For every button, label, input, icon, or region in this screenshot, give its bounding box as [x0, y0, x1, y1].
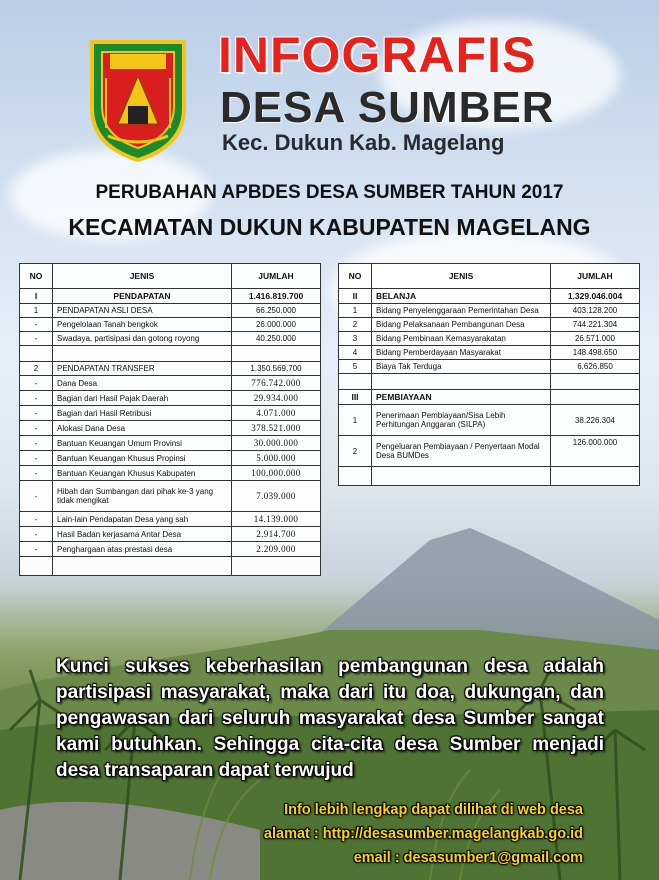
header-jumlah: JUMLAH: [232, 264, 321, 289]
section-row-pendapatan: [20, 289, 321, 304]
row-jumlah: 148.498.650: [551, 346, 640, 360]
row-jumlah: 66.250.000: [232, 304, 321, 318]
row-jenis: Hibah dan Sumbangan dari pihak ke-3 yang tidak mengikat: [53, 481, 232, 512]
row-jenis: Pengelolaan Tanah bengkok: [53, 318, 232, 332]
table-row: [20, 406, 321, 421]
row-no: III: [339, 390, 372, 405]
row-jenis: Bagian dari Hasil Pajak Daerah: [53, 391, 232, 406]
section-row-belanja: [339, 289, 640, 304]
table-row: [339, 405, 640, 436]
row-jumlah: 5.000.000: [232, 451, 321, 466]
subtitle-apbdes: PERUBAHAN APBDES DESA SUMBER TAHUN 2017: [95, 182, 564, 203]
header-jenis: JENIS: [53, 264, 232, 289]
row-jenis: Bantuan Keuangan Khusus Kabupaten: [53, 466, 232, 481]
row-jenis: PENDAPATAN ASLI DESA: [53, 304, 232, 318]
table-row: [339, 304, 640, 318]
row-jumlah: 4.071.000: [232, 406, 321, 421]
row-no: -: [20, 332, 53, 346]
row-no: -: [20, 436, 53, 451]
row-jumlah: 1.329.046.004: [551, 289, 640, 304]
emblem-banner: [110, 54, 166, 69]
row-no: -: [20, 391, 53, 406]
row-jenis: PENDAPATAN TRANSFER: [53, 362, 232, 376]
table-row: [20, 318, 321, 332]
table-row: [20, 376, 321, 391]
row-jenis: Bidang Penyelenggaraan Pemerintahan Desa: [372, 304, 551, 318]
header-jumlah: JUMLAH: [551, 264, 640, 289]
table-row: [20, 332, 321, 346]
row-jumlah: 6.626.850: [551, 360, 640, 374]
section-row-pembiayaan: [339, 390, 640, 405]
row-no: 3: [339, 332, 372, 346]
row-no: -: [20, 376, 53, 391]
row-jumlah: 1.416.819.700: [232, 289, 321, 304]
row-jenis: Swadaya, partisipasi dan gotong royong: [53, 332, 232, 346]
row-jenis: PEMBIAYAAN: [372, 390, 551, 405]
row-jumlah: 7.039.000: [232, 481, 321, 512]
row-jumlah: 100.000.000: [232, 466, 321, 481]
blank-row: [339, 467, 640, 486]
row-no: 1: [339, 405, 372, 436]
table-row: [20, 304, 321, 318]
row-jenis: Lain-lain Pendapatan Desa yang sah: [53, 512, 232, 527]
row-no: 2: [339, 436, 372, 467]
row-jenis: Penghargaan atas prestasi desa: [53, 542, 232, 557]
row-jenis: BELANJA: [372, 289, 551, 304]
table-row: [20, 481, 321, 512]
table-row: [20, 451, 321, 466]
pendapatan-table: [19, 263, 321, 576]
table-header-row: [339, 264, 640, 289]
row-jenis: Bantuan Keuangan Umum Provinsi: [53, 436, 232, 451]
info-web-text: Info lebih lengkap dapat dilihat di web desa: [284, 802, 583, 818]
table-row: [20, 527, 321, 542]
row-jumlah: 40.250.000: [232, 332, 321, 346]
blank-row: [20, 346, 321, 362]
row-no: -: [20, 466, 53, 481]
row-jumlah: 29.934.000: [232, 391, 321, 406]
row-jumlah: 744.221.304: [551, 318, 640, 332]
row-jenis: Bantuan Keuangan Khusus Propinsi: [53, 451, 232, 466]
row-jenis: Alokasi Dana Desa: [53, 421, 232, 436]
row-jenis: Dana Desa: [53, 376, 232, 391]
subtitle-kecamatan: KECAMATAN DUKUN KABUPATEN MAGELANG: [68, 214, 591, 240]
magelang-regency-emblem: [88, 38, 188, 162]
title-desa-sumber: DESA SUMBER: [220, 83, 555, 132]
row-jumlah: 26.571.000: [551, 332, 640, 346]
table-row: [20, 466, 321, 481]
table-row: [339, 436, 640, 467]
row-jenis: Hasil Badan kerjasama Antar Desa: [53, 527, 232, 542]
row-no: 1: [20, 304, 53, 318]
row-jenis: Pengeluaran Pembiayaan / Penyertaan Modal Desa BUMDes: [372, 436, 551, 467]
table-row: [20, 391, 321, 406]
row-jenis: Bagian dari Hasil Retribusi: [53, 406, 232, 421]
row-no: 4: [339, 346, 372, 360]
header-no: NO: [20, 264, 53, 289]
closing-message: Kunci sukses keberhasilan pembangunan desa adalah partisipasi masyarakat, maka dari itu doa, dukungan, dan pengawasan dari seluruh masyarakat desa Sumber sangat kami butuhkan. Sehingga cita-cita desa Sumber menjadi desa transaparan dapat terwujud: [56, 656, 604, 781]
row-no: 5: [339, 360, 372, 374]
row-jenis: Bidang Pelaksanaan Pembangunan Desa: [372, 318, 551, 332]
header-no: NO: [339, 264, 372, 289]
row-jumlah: [551, 390, 640, 405]
table-row: [339, 318, 640, 332]
table-row: [20, 436, 321, 451]
title-infografis: INFOGRAFIS: [218, 27, 537, 83]
row-jumlah: 2.209.000: [232, 542, 321, 557]
row-jumlah: 30.000.000: [232, 436, 321, 451]
row-no: 2: [20, 362, 53, 376]
table-row: [339, 332, 640, 346]
row-jenis: Penerimaan Pembiayaan/Sisa Lebih Perhitungan Anggaran (SILPA): [372, 405, 551, 436]
row-jumlah: 26.000.000: [232, 318, 321, 332]
row-no: -: [20, 406, 53, 421]
row-no: I: [20, 289, 53, 304]
website-address: alamat : http://desasumber.magelangkab.go.id: [263, 826, 583, 842]
row-no: -: [20, 542, 53, 557]
row-jumlah: 776.742.000: [232, 376, 321, 391]
row-no: -: [20, 451, 53, 466]
row-no: 1: [339, 304, 372, 318]
row-jumlah: 1.350.569.700: [232, 362, 321, 376]
row-jumlah: 2.914.700: [232, 527, 321, 542]
table-row: [339, 346, 640, 360]
row-jenis: Bidang Pembinaan Kemasyarakatan: [372, 332, 551, 346]
row-no: -: [20, 318, 53, 332]
table-row: [20, 421, 321, 436]
row-no: 2: [339, 318, 372, 332]
row-jenis: Bidang Pemberdayaan Masyarakat: [372, 346, 551, 360]
row-jenis: PENDAPATAN: [53, 289, 232, 304]
title-location: Kec. Dukun Kab. Magelang: [222, 130, 505, 155]
table-header-row: [20, 264, 321, 289]
row-no: -: [20, 481, 53, 512]
table-row: [339, 360, 640, 374]
blank-row: [339, 374, 640, 390]
row-jumlah: 378.521.000: [232, 421, 321, 436]
row-jenis: Biaya Tak Terduga: [372, 360, 551, 374]
row-no: -: [20, 512, 53, 527]
belanja-table: [338, 263, 640, 486]
row-jumlah: 38.226.304: [551, 405, 640, 436]
email-address: email : desasumber1@gmail.com: [353, 850, 583, 866]
row-no: II: [339, 289, 372, 304]
table-row: [20, 542, 321, 557]
table-row: [20, 362, 321, 376]
blank-row: [20, 557, 321, 576]
header-jenis: JENIS: [372, 264, 551, 289]
table-row: [20, 512, 321, 527]
row-jumlah: 126.000.000: [551, 436, 640, 467]
row-jumlah: 403.128.200: [551, 304, 640, 318]
row-jumlah: 14.139.000: [232, 512, 321, 527]
row-no: -: [20, 421, 53, 436]
row-no: -: [20, 527, 53, 542]
